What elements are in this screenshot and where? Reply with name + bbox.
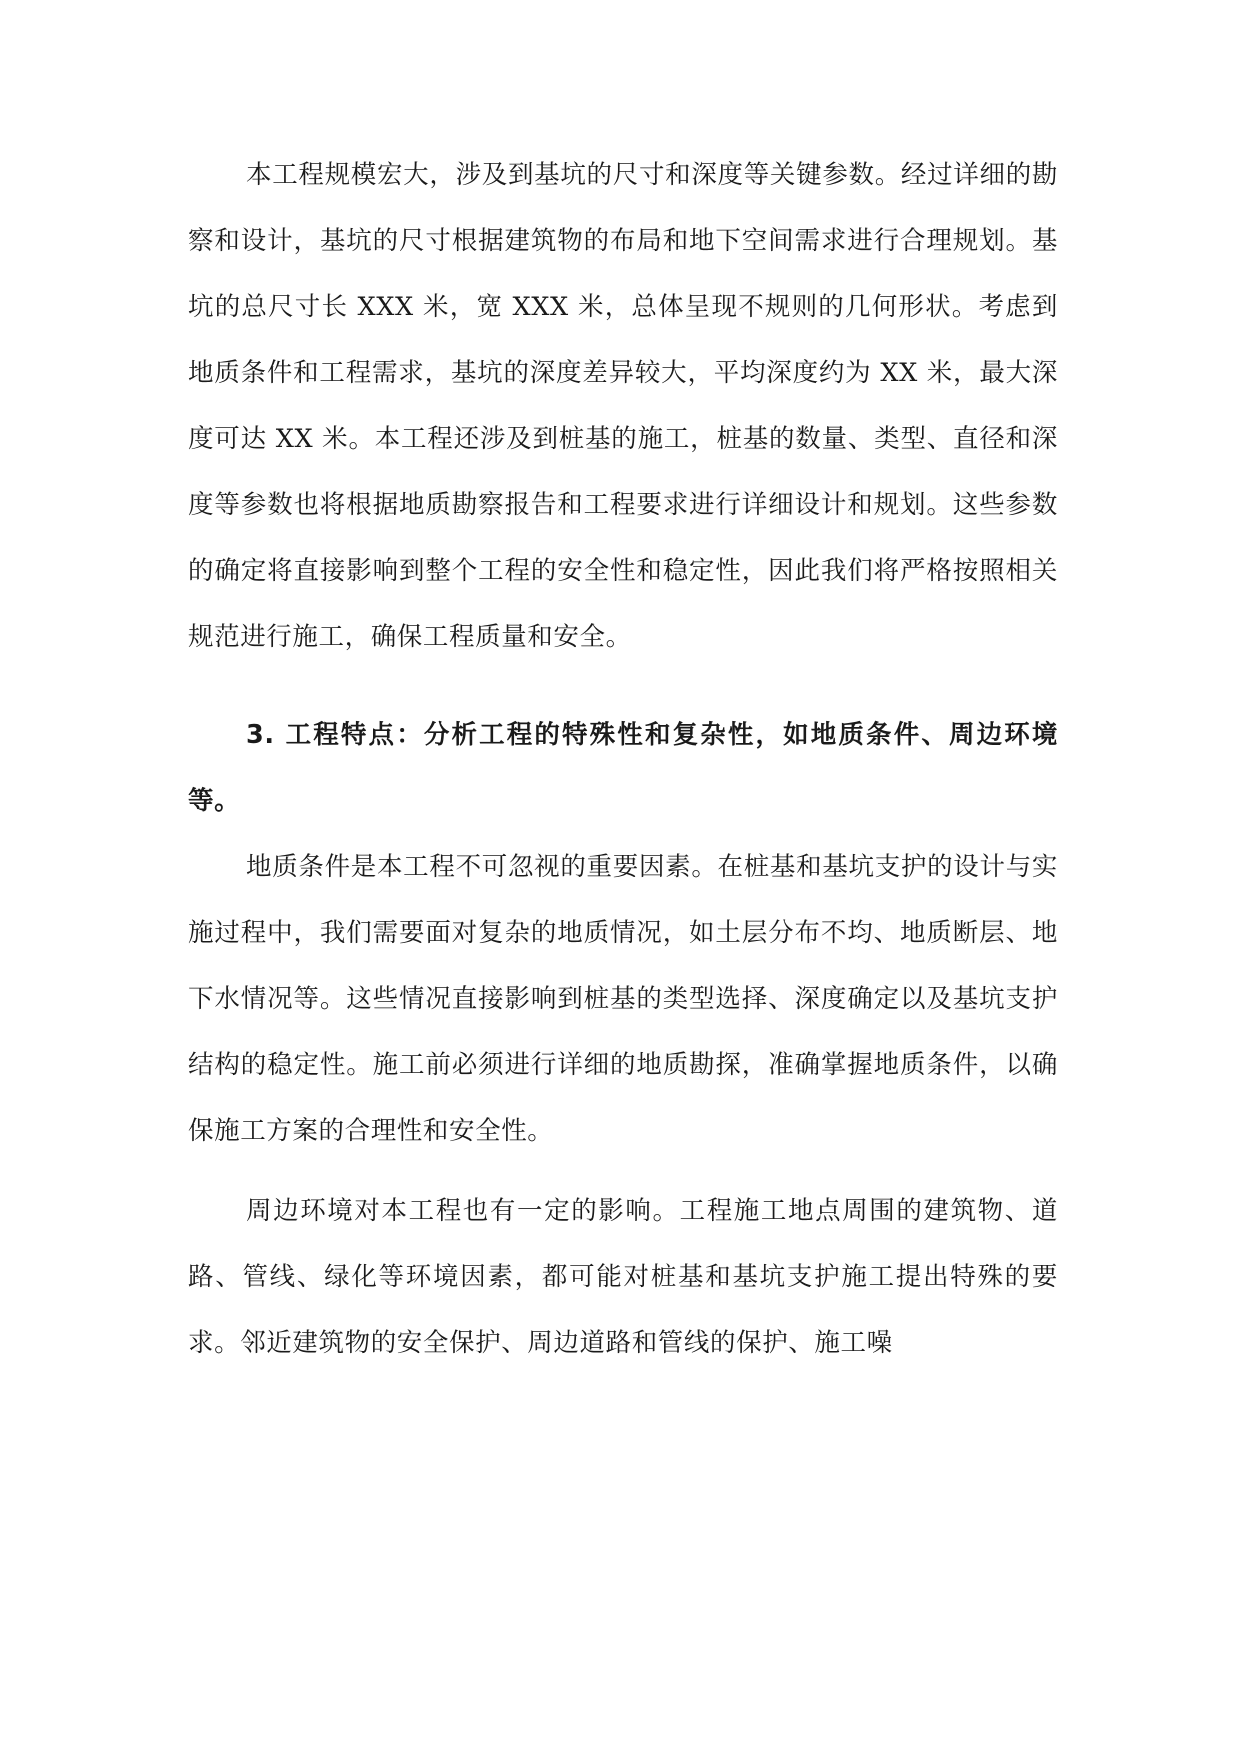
paragraph-surrounding-environment: 周边环境对本工程也有一定的影响。工程施工地点周围的建筑物、道路、管线、绿化等环境因素，都可能对桩基和基坑支护施工提出特殊的要求。邻近建筑物的安全保护、周边道路和管线的保护、施工噪 [188, 1196, 1058, 1358]
section-heading-project-features: 3. 工程特点：分析工程的特殊性和复杂性，如地质条件、周边环境等。 [188, 720, 1058, 816]
document-body [188, 142, 1058, 1376]
paragraph-geological-conditions: 地质条件是本工程不可忽视的重要因素。在桩基和基坑支护的设计与实施过程中，我们需要面对复杂的地质情况，如土层分布不均、地质断层、地下水情况等。这些情况直接影响到桩基的类型选择、深度确定以及基坑支护结构的稳定性。施工前必须进行详细的地质勘探，准确掌握地质条件，以确保施工方案的合理性和安全性。 [188, 852, 1058, 1146]
paragraph-project-scale: 本工程规模宏大，涉及到基坑的尺寸和深度等关键参数。经过详细的勘察和设计，基坑的尺寸根据建筑物的布局和地下空间需求进行合理规划。基坑的总尺寸长 XXX 米，宽 XXX 米，总体呈现不规则的几何形状。考虑到地质条件和工程需求，基坑的深度差异较大，平均深度约为 XX 米，最大深度可达 XX 米。本工程还涉及到桩基的施工，桩基的数量、类型、直径和深度等参数也将根据地质勘察报告和工程要求进行详细设计和规划。这些参数的确定将直接影响到整个工程的安全性和稳定性，因此我们将严格按照相关规范进行施工，确保工程质量和安全。 [188, 160, 1058, 652]
